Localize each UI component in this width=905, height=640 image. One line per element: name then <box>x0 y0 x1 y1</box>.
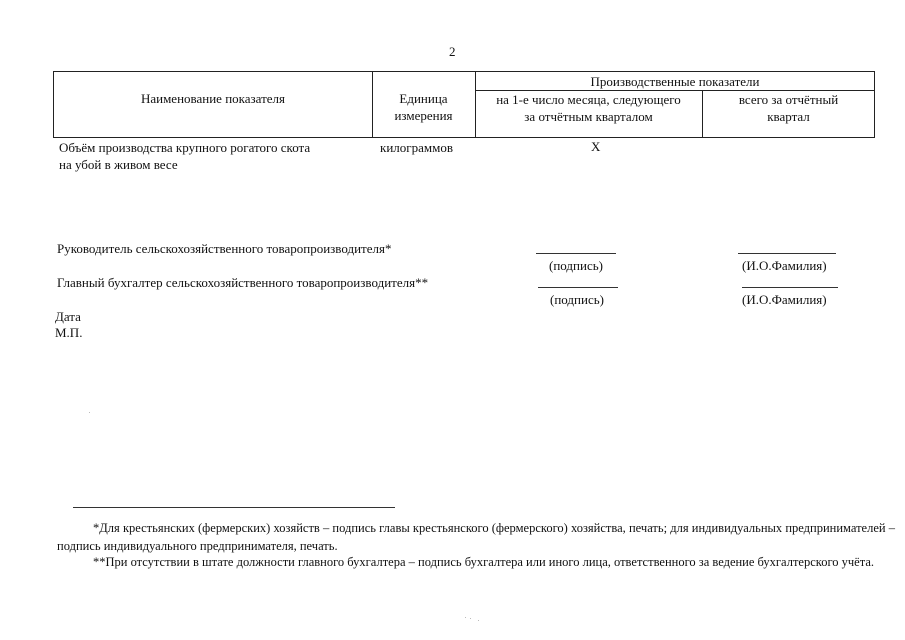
accountant-signature-caption: (подпись) <box>550 292 604 307</box>
head-signature-caption: (подпись) <box>549 258 603 273</box>
head-signature-line <box>536 253 616 254</box>
footnote-1-text: *Для крестьянских (фермерских) хозяйств – подпись главы крестьянского (фермерского) хозяйства, печать; для индивидуальных предпринимателей – подпись индивидуального предпринимателя, печать. <box>57 521 895 553</box>
accountant-signature-label: Главный бухгалтер сельскохозяйственного товаропроизводителя** <box>57 275 429 290</box>
head-signature-label: Руководитель сельскохозяйственного товаропроизводителя* <box>57 241 392 256</box>
stamp-label: М.П. <box>55 325 83 340</box>
column-header-name: Наименование показателя <box>140 91 286 106</box>
scan-speck <box>89 412 90 413</box>
head-name-caption: (И.О.Фамилия) <box>742 258 827 273</box>
column-header-total-line2: квартал <box>767 109 810 124</box>
footnote-separator <box>73 507 395 508</box>
column-header-unit-line2: измерения <box>394 108 453 123</box>
column-header-month-line2: за отчётным кварталом <box>524 109 653 124</box>
head-name-line <box>738 253 836 254</box>
row-name-line1: Объём производства крупного рогатого скота <box>59 140 311 155</box>
scan-speck <box>478 620 479 621</box>
row-month-value: Х <box>591 139 601 154</box>
column-header-unit-line1: Единица <box>399 91 448 106</box>
accountant-signature-line <box>538 287 618 288</box>
page-number: 2 <box>449 44 456 59</box>
accountant-name-line <box>742 287 838 288</box>
accountant-name-caption: (И.О.Фамилия) <box>742 292 827 307</box>
row-unit: килограммов <box>380 140 453 155</box>
row-name-line2: на убой в живом весе <box>59 157 178 172</box>
group-header-production: Производственные показатели <box>590 74 760 89</box>
footnote-1 <box>57 519 895 555</box>
scan-speck <box>465 617 466 618</box>
indicator-table-header <box>53 71 875 138</box>
column-header-month-line1: на 1-е число месяца, следующего <box>496 92 681 107</box>
footnote-2-text: **При отсутствии в штате должности главного бухгалтера – подпись бухгалтера или иного лица, ответственного за ведение бухгалтерского учёта. <box>93 555 875 569</box>
footnote-2 <box>57 553 895 571</box>
column-header-total-line1: всего за отчётный <box>738 92 839 107</box>
date-label: Дата <box>55 309 81 324</box>
scan-speck <box>470 618 471 619</box>
